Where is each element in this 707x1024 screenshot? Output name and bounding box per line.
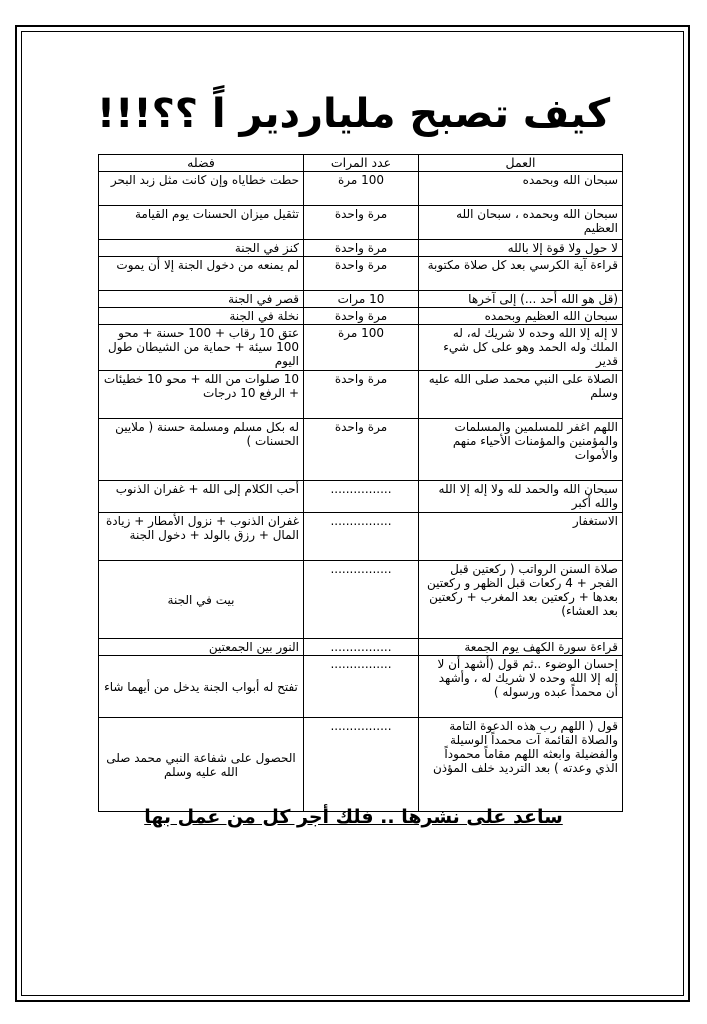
count-cell: مرة واحدة (304, 240, 419, 257)
table-row (99, 639, 623, 656)
work-cell: اللهم اغفر للمسلمين والمسلمات والمؤمنين والمؤمنات الأحياء منهم والأموات (419, 419, 623, 481)
count-cell: مرة واحدة (304, 257, 419, 291)
count-cell: ................ (304, 639, 419, 656)
merit-cell: غفران الذنوب + نزول الأمطار + زيادة المال + رزق بالولد + دخول الجنة (99, 513, 304, 561)
count-cell: مرة واحدة (304, 371, 419, 419)
merit-cell: النور بين الجمعتين (99, 639, 304, 656)
work-cell: لا حول ولا قوة إلا بالله (419, 240, 623, 257)
work-cell: صلاة السنن الرواتب ( ركعتين قبل الفجر + 4 ركعات قبل الظهر و ركعتين بعدها + ركعتين بعد المغرب + ركعتين بعد العشاء) (419, 561, 623, 639)
footer-note: ساعد على نشرها .. فلك أجر كل من عمل بها (144, 806, 563, 828)
merit-cell: بيت في الجنة (99, 561, 304, 639)
count-cell: 100 مرة (304, 172, 419, 206)
merit-cell: نخلة في الجنة (99, 308, 304, 325)
work-cell: سبحان الله والحمد لله ولا إله إلا الله والله أكبر (419, 481, 623, 513)
table-row (99, 308, 623, 325)
header-work: العمل (419, 155, 623, 172)
table-row (99, 656, 623, 718)
count-cell: مرة واحدة (304, 206, 419, 240)
table-row (99, 172, 623, 206)
merit-cell: لم يمنعه من دخول الجنة إلا أن يموت (99, 257, 304, 291)
table-row (99, 561, 623, 639)
merit-cell: حطت خطاياه وإن كانت مثل زبد البحر (99, 172, 304, 206)
merit-cell: عتق 10 رقاب + 100 حسنة + محو 100 سيئة + حماية من الشيطان طول اليوم (99, 325, 304, 371)
count-cell: ................ (304, 513, 419, 561)
table-row (99, 419, 623, 481)
work-cell: (قل هو الله أحد ...) إلى آخرها (419, 291, 623, 308)
count-cell: ................ (304, 656, 419, 718)
table-row (99, 718, 623, 812)
count-cell: مرة واحدة (304, 419, 419, 481)
merit-cell: تثقيل ميزان الحسنات يوم القيامة (99, 206, 304, 240)
count-cell: 10 مرات (304, 291, 419, 308)
table-row (99, 481, 623, 513)
table-row (99, 325, 623, 371)
work-cell: قول ( اللهم رب هذه الدعوة التامة والصلاة القائمة آت محمداً الوسيلة والفضيلة وابعثه اللهم مقاماً محموداً الذي وعدته ) بعد الترديد خلف المؤذن (419, 718, 623, 812)
count-cell: ................ (304, 718, 419, 812)
table-row (99, 513, 623, 561)
merit-cell: قصر في الجنة (99, 291, 304, 308)
count-cell: ................ (304, 481, 419, 513)
count-cell: ................ (304, 561, 419, 639)
merit-cell: 10 صلوات من الله + محو 10 خطيئات + الرفع 10 درجات (99, 371, 304, 419)
merit-cell: أحب الكلام إلى الله + غفران الذنوب (99, 481, 304, 513)
work-cell: الاستغفار (419, 513, 623, 561)
work-cell: سبحان الله العظيم وبحمده (419, 308, 623, 325)
work-cell: إحسان الوضوء ..ثم قول (أشهد أن لا إله إلا الله وحده لا شريك له ، وأشهد أن محمداً عبده ورسوله ) (419, 656, 623, 718)
merit-cell: الحصول على شفاعة النبي محمد صلى الله عليه وسلم (99, 718, 304, 812)
header-count: عدد المرات (304, 155, 419, 172)
page-title: كيف تصبح ملياردير اً ؟؟!!! (96, 91, 611, 137)
merit-cell: كنز في الجنة (99, 240, 304, 257)
work-cell: الصلاة على النبي محمد صلى الله عليه وسلم (419, 371, 623, 419)
table-row (99, 371, 623, 419)
work-cell: سبحان الله وبحمده (419, 172, 623, 206)
merit-cell: له بكل مسلم ومسلمة حسنة ( ملايين الحسنات ) (99, 419, 304, 481)
table-header-row (99, 155, 623, 172)
work-cell: لا إله إلا الله وحده لا شريك له، له الملك وله الحمد وهو على كل شيء قدير (419, 325, 623, 371)
deeds-table (98, 154, 623, 812)
work-cell: سبحان الله وبحمده ، سبحان الله العظيم (419, 206, 623, 240)
merit-cell: تفتح له أبواب الجنة يدخل من أيهما شاء (99, 656, 304, 718)
table-row (99, 206, 623, 240)
work-cell: قراءة سورة الكهف يوم الجمعة (419, 639, 623, 656)
work-cell: قراءة آية الكرسي بعد كل صلاة مكتوبة (419, 257, 623, 291)
table-row (99, 240, 623, 257)
table-row (99, 257, 623, 291)
count-cell: مرة واحدة (304, 308, 419, 325)
header-merit: فضله (99, 155, 304, 172)
count-cell: 100 مرة (304, 325, 419, 371)
table-row (99, 291, 623, 308)
